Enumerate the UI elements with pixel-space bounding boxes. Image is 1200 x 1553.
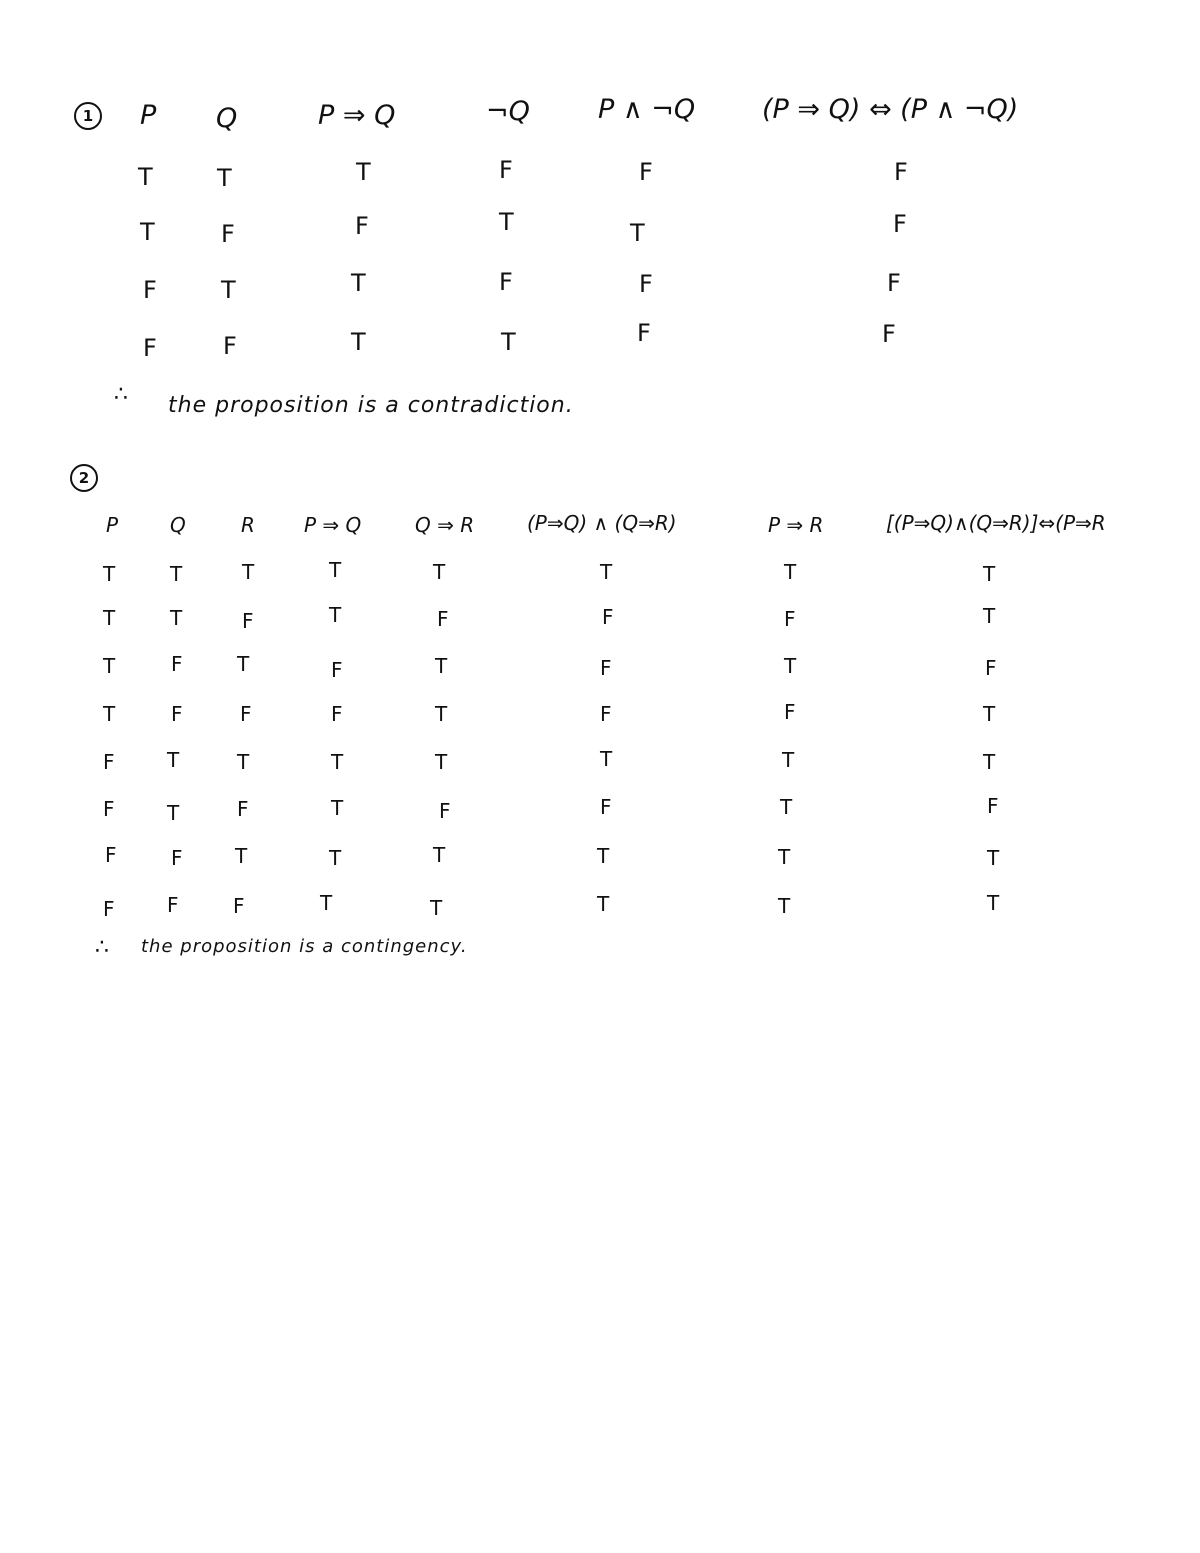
table-cell: T <box>170 562 183 586</box>
table-cell: F <box>143 334 157 362</box>
table-cell: T <box>103 654 116 678</box>
table-cell: F <box>987 794 999 818</box>
table-cell: T <box>435 750 448 774</box>
table-cell: T <box>167 801 180 825</box>
header-cell: P ∧ ¬Q <box>598 94 696 125</box>
table-cell: F <box>240 702 252 726</box>
table-cell: T <box>221 276 236 304</box>
table-cell: T <box>630 219 645 247</box>
table-cell: T <box>983 604 996 628</box>
table-cell: F <box>221 220 235 248</box>
table-cell: F <box>600 795 612 819</box>
problem-2-number: 2 <box>70 464 98 492</box>
table-cell: T <box>780 795 793 819</box>
table-cell: T <box>501 328 516 356</box>
table-cell: T <box>435 654 448 678</box>
table-cell: F <box>171 846 183 870</box>
table-cell: T <box>987 846 1000 870</box>
header-cell: Q <box>170 513 186 537</box>
table-cell: T <box>351 328 366 356</box>
header-cell: (P⇒Q) ∧ (Q⇒R) <box>527 511 677 535</box>
table-cell: F <box>237 797 249 821</box>
table-cell: T <box>217 164 232 192</box>
table-cell: F <box>331 702 343 726</box>
table-cell: T <box>103 562 116 586</box>
table-cell: F <box>639 270 653 298</box>
table-cell: T <box>331 796 344 820</box>
table-cell: F <box>171 652 183 676</box>
header-cell: R <box>241 513 255 537</box>
table-cell: T <box>499 208 514 236</box>
header-cell: Q ⇒ R <box>415 513 475 537</box>
table-cell: T <box>331 750 344 774</box>
header-cell: P ⇒ Q <box>304 513 362 537</box>
therefore-symbol: ∴ <box>95 935 109 960</box>
table-cell: F <box>355 212 369 240</box>
table-cell: F <box>887 269 901 297</box>
header-cell: P ⇒ Q <box>318 100 396 131</box>
table-cell: T <box>237 652 250 676</box>
table-cell: F <box>439 799 451 823</box>
table-cell: F <box>103 797 115 821</box>
table-cell: T <box>430 896 443 920</box>
table-cell: F <box>882 320 896 348</box>
table-cell: F <box>167 893 179 917</box>
table-cell: T <box>987 891 1000 915</box>
table-cell: T <box>242 560 255 584</box>
table-cell: F <box>242 609 254 633</box>
table-cell: F <box>893 210 907 238</box>
table-cell: F <box>143 276 157 304</box>
header-cell: P <box>140 100 157 131</box>
table-cell: F <box>894 158 908 186</box>
table-cell: F <box>600 702 612 726</box>
table-cell: F <box>103 750 115 774</box>
table-cell: F <box>600 656 612 680</box>
header-cell: (P ⇒ Q) ⇔ (P ∧ ¬Q) <box>762 94 1019 125</box>
table-cell: T <box>356 158 371 186</box>
table-cell: T <box>103 606 116 630</box>
table-cell: F <box>985 656 997 680</box>
table-cell: F <box>171 702 183 726</box>
table-cell: T <box>433 560 446 584</box>
header-cell: [(P⇒Q)∧(Q⇒R)]⇔(P⇒R <box>886 511 1106 535</box>
header-cell: P ⇒ R <box>768 513 824 537</box>
table-cell: F <box>499 268 513 296</box>
table-cell: T <box>435 702 448 726</box>
table-cell: F <box>103 897 115 921</box>
table-cell: T <box>778 845 791 869</box>
table-cell: F <box>784 700 796 724</box>
table-cell: F <box>602 605 614 629</box>
problem-1-number: 1 <box>74 102 102 130</box>
table-cell: T <box>237 750 250 774</box>
header-cell: Q <box>216 103 238 134</box>
table-cell: T <box>600 747 613 771</box>
table-cell: T <box>784 654 797 678</box>
table-cell: F <box>331 658 343 682</box>
table-cell: T <box>320 891 333 915</box>
table-cell: T <box>140 218 155 246</box>
table-cell: T <box>782 748 795 772</box>
table-cell: T <box>235 844 248 868</box>
conclusion-2: the proposition is a contingency. <box>141 936 468 957</box>
table-cell: T <box>597 892 610 916</box>
table-cell: T <box>329 603 342 627</box>
table-cell: F <box>639 158 653 186</box>
header-cell: P <box>106 513 119 537</box>
table-cell: T <box>103 702 116 726</box>
table-cell: F <box>637 319 651 347</box>
table-cell: T <box>329 558 342 582</box>
table-cell: F <box>233 894 245 918</box>
therefore-symbol: ∴ <box>114 382 128 407</box>
table-cell: T <box>600 560 613 584</box>
table-cell: T <box>784 560 797 584</box>
table-cell: T <box>778 894 791 918</box>
header-cell: ¬Q <box>486 96 530 127</box>
table-cell: T <box>597 844 610 868</box>
table-cell: T <box>983 750 996 774</box>
table-cell: F <box>437 607 449 631</box>
conclusion-1: the proposition is a contradiction. <box>168 393 574 418</box>
table-cell: F <box>105 843 117 867</box>
table-cell: T <box>329 846 342 870</box>
table-cell: T <box>433 843 446 867</box>
table-cell: F <box>223 332 237 360</box>
table-cell: T <box>170 606 183 630</box>
table-cell: F <box>784 607 796 631</box>
table-cell: T <box>138 163 153 191</box>
table-cell: T <box>983 702 996 726</box>
table-cell: T <box>167 748 180 772</box>
table-cell: F <box>499 156 513 184</box>
table-cell: T <box>351 269 366 297</box>
table-cell: T <box>983 562 996 586</box>
